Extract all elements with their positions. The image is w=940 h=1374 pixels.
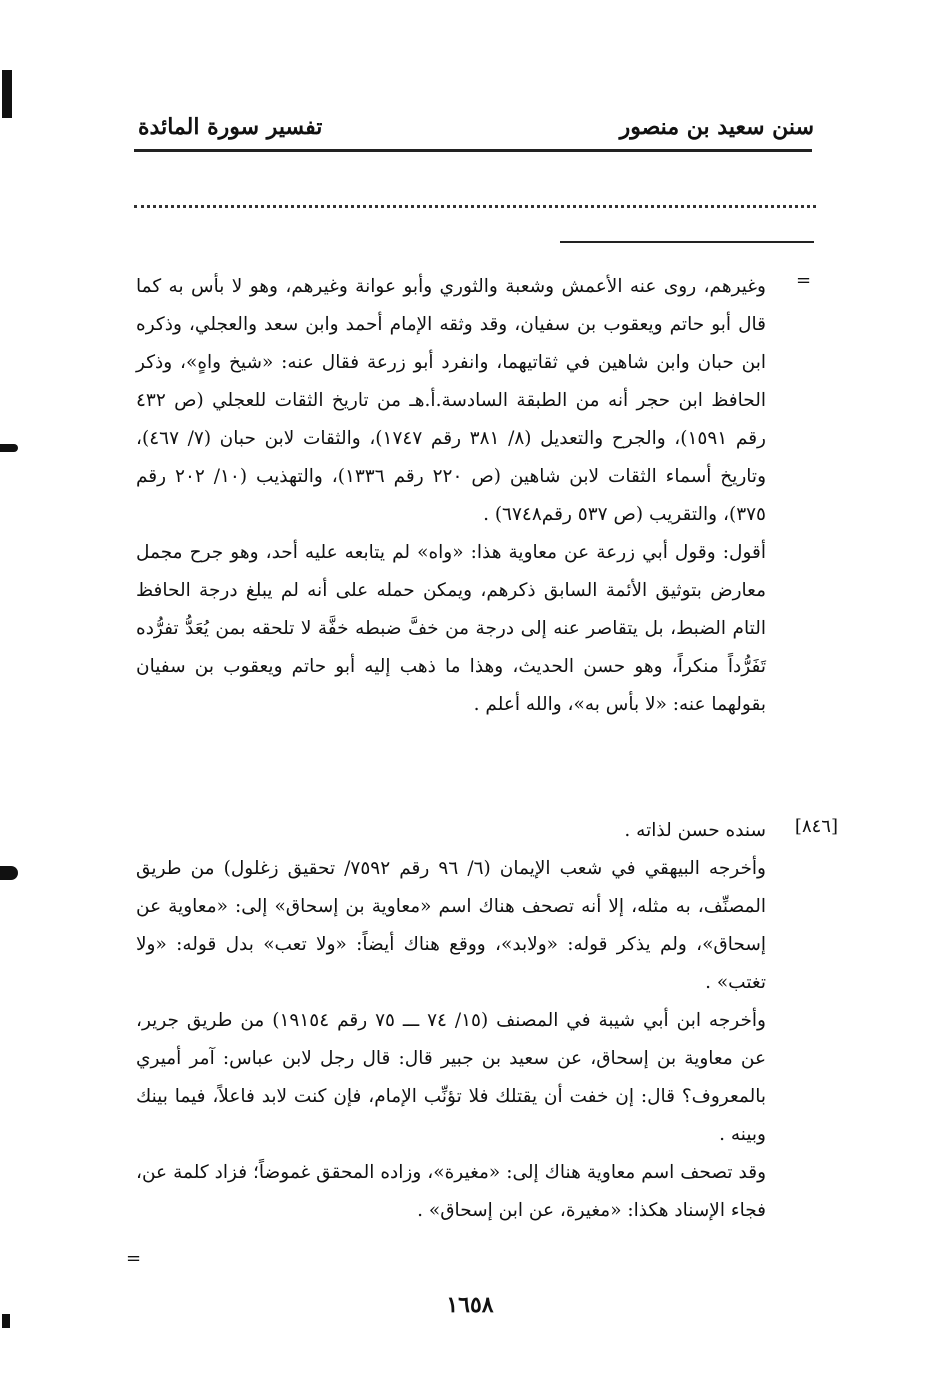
scan-edge-mark bbox=[0, 444, 18, 452]
footnote-paragraph: وغيرهم، روى عنه الأعمش وشعبة والثوري وأبو عوانة وغيرهم، وهو لا بأس به كما قال أبو حاتم ويعقوب بن سفيان، وقد وثقه الإمام أحمد وابن سعد والعجلي، وذكره ابن حبان وابن شاهين في ثقاتيهما، وانفرد أبو زرعة فقال عنه: «شيخ واهٍ»، وذكر الحافظ ابن حجر أنه من الطبقة السادسة.أ.هـ من تاريخ الثقات للعجلي (ص ٤٣٢ رقم ١٥٩١)، والجرح والتعديل (٨/ ٣٨١ رقم ١٧٤٧)، والثقات لابن حبان (٧/ ٤٦٧)، وتاريخ أسماء الثقات لابن شاهين (ص ٢٢٠ رقم ١٣٣٦)، والتهذيب (١٠/ ٢٠٢ رقم ٣٧٥)، والتقريب (ص ٥٣٧ رقم٦٧٤٨) . bbox=[136, 276, 766, 525]
header-rule bbox=[134, 149, 812, 152]
footnote-separator bbox=[560, 241, 814, 243]
section-title: تفسير سورة المائدة bbox=[138, 114, 323, 140]
scan-edge-mark bbox=[2, 70, 12, 118]
page-number: ١٦٥٨ bbox=[446, 1292, 494, 1318]
continuation-mark-bottom: = bbox=[126, 1248, 142, 1269]
continuation-mark-top: = bbox=[796, 270, 812, 291]
note-paragraph: وأخرجه ابن أبي شيبة في المصنف (١٥/ ٧٤ ـــ ٧٥ رقم ١٩١٥٤) من طريق جرير، عن معاوية بن إسحاق، عن سعيد بن جبير قال: قال رجل لابن عباس: آمر أميري بالمعروف؟ قال: إن خفت أن يقتلك فلا تؤنِّب الإمام، فإن كنت لابد فاعلاً، فيما بينك وبينه . bbox=[136, 1010, 766, 1145]
note-number: [٨٤٦] bbox=[794, 816, 838, 837]
note-paragraph: وقد تصحف اسم معاوية هناك إلى: «مغيرة»، وزاده المحقق غموضاً؛ فزاد كلمة عن، فجاء الإسناد هكذا: «مغيرة، عن ابن إسحاق» . bbox=[136, 1162, 766, 1221]
footnote-continued bbox=[136, 268, 766, 724]
scan-edge-mark bbox=[0, 866, 18, 880]
note-paragraph: وأخرجه البيهقي في شعب الإيمان (٦/ ٩٦ رقم ٧٥٩٢/ تحقيق زغلول) من طريق المصنِّف، به مثله، إلا أنه تصحف هناك اسم «معاوية بن إسحاق» إلى: «معاوية عن إسحاق»، ولم يذكر قوله: «ولابد»، ووقع هناك أيضاً: «ولا تعب» بدل قوله: «ولا تغتب» . bbox=[136, 858, 766, 993]
note-846-body bbox=[136, 812, 766, 1230]
dotted-separator bbox=[134, 205, 816, 208]
scan-edge-mark bbox=[2, 1314, 10, 1328]
book-title: سنن سعيد بن منصور bbox=[619, 114, 814, 140]
note-lead: سنده حسن لذاته . bbox=[624, 820, 766, 841]
footnote-paragraph: أقول: وقول أبي زرعة عن معاوية هذا: «واه» لم يتابعه عليه أحد، وهو جرح مجمل معارض بتوثيق الأئمة السابق ذكرهم، ويمكن حمله على أنه لم يبلغ درجة الحافظ التام الضبط، بل يتقاصر عنه إلى درجة من خفَّ ضبطه خفَّة لا تلحقه بمن يُعَدُّ تفرُّده تَفَرُّداً منكراً، وهو حسن الحديث، وهذا ما ذهب إليه أبو حاتم ويعقوب بن سفيان بقولهما عنه: «لا بأس به»، والله أعلم . bbox=[136, 542, 766, 715]
